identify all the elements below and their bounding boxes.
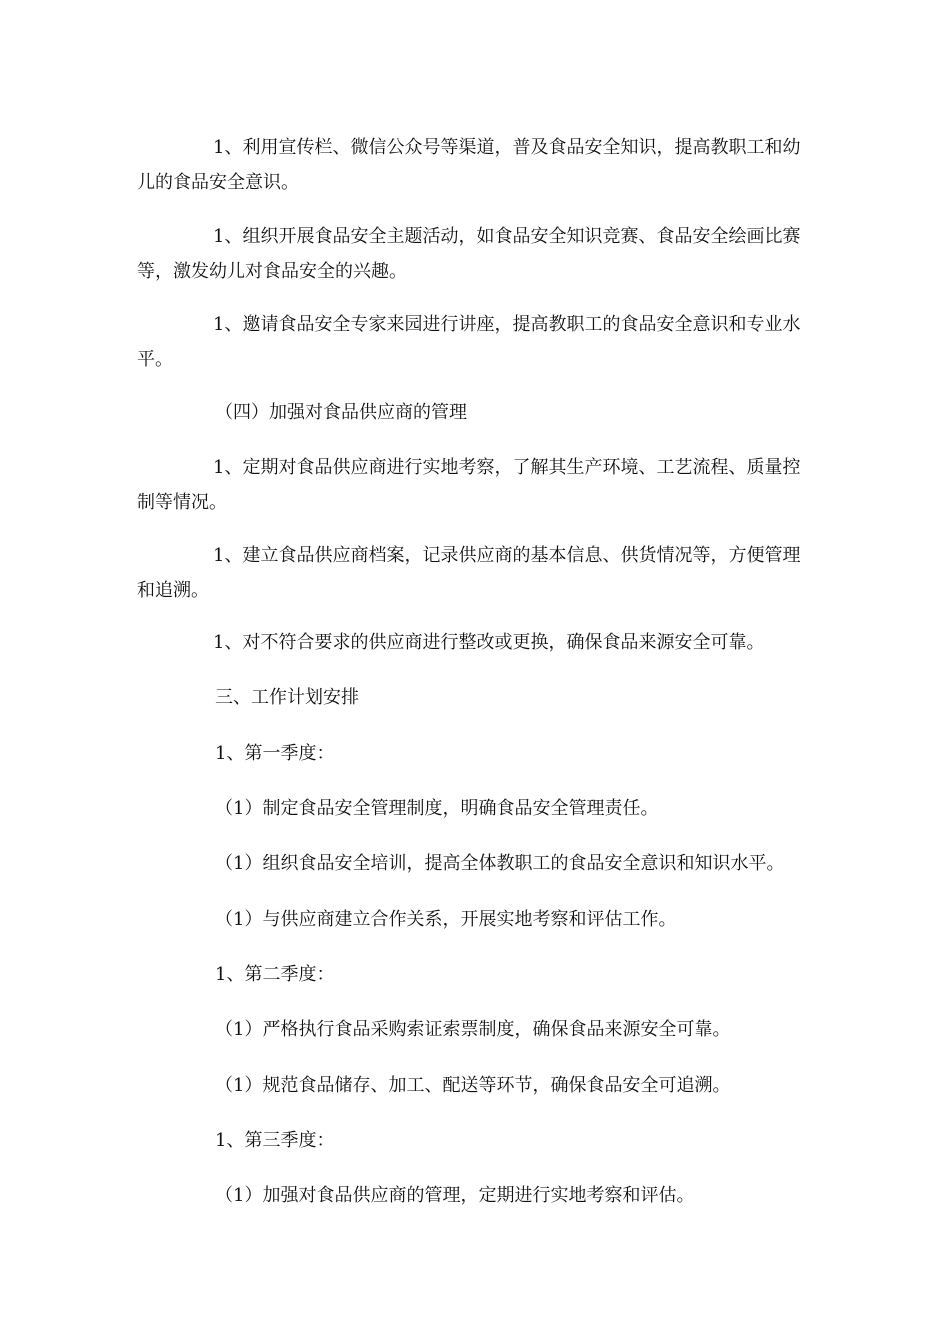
- quarter-heading-q3: 1、第三季度：: [215, 1130, 335, 1151]
- q1-item-cooperation: （1）与供应商建立合作关系，开展实地考察和评估工作。: [215, 909, 677, 930]
- paragraph-expert-lecture: 1、邀请食品安全专家来园进行讲座，提高教职工的食品安全意识和专业水平。: [137, 314, 801, 370]
- paragraph-supplier-rectification: 1、对不符合要求的供应商进行整改或更换，确保食品来源安全可靠。: [213, 632, 765, 653]
- q2-item-procurement: （1）严格执行食品采购索证索票制度，确保食品来源安全可靠。: [215, 1019, 731, 1040]
- q1-item-training: （1）组织食品安全培训，提高全体教职工的食品安全意识和知识水平。: [215, 853, 785, 874]
- quarter-heading-q1: 1、第一季度：: [215, 743, 335, 764]
- paragraph-supplier-archive: 1、建立食品供应商档案，记录供应商的基本信息、供货情况等，方便管理和追溯。: [137, 545, 801, 601]
- paragraph-theme-activities: 1、组织开展食品安全主题活动，如食品安全知识竞赛、食品安全绘画比赛等，激发幼儿对食品安全的兴趣。: [137, 226, 801, 282]
- q2-item-storage: （1）规范食品储存、加工、配送等环节，确保食品安全可追溯。: [215, 1075, 731, 1096]
- q3-item-supplier-management: （1）加强对食品供应商的管理，定期进行实地考察和评估。: [215, 1185, 695, 1206]
- section-heading-supplier-management: （四）加强对食品供应商的管理: [215, 402, 467, 423]
- quarter-heading-q2: 1、第二季度：: [215, 964, 335, 985]
- paragraph-publicity: 1、利用宣传栏、微信公众号等渠道，普及食品安全知识，提高教职工和幼儿的食品安全意识。: [137, 137, 801, 193]
- paragraph-supplier-inspection: 1、定期对食品供应商进行实地考察，了解其生产环境、工艺流程、质量控制等情况。: [137, 457, 801, 513]
- q1-item-management-system: （1）制定食品安全管理制度，明确食品安全管理责任。: [215, 798, 659, 819]
- section-heading-work-plan: 三、工作计划安排: [215, 687, 359, 708]
